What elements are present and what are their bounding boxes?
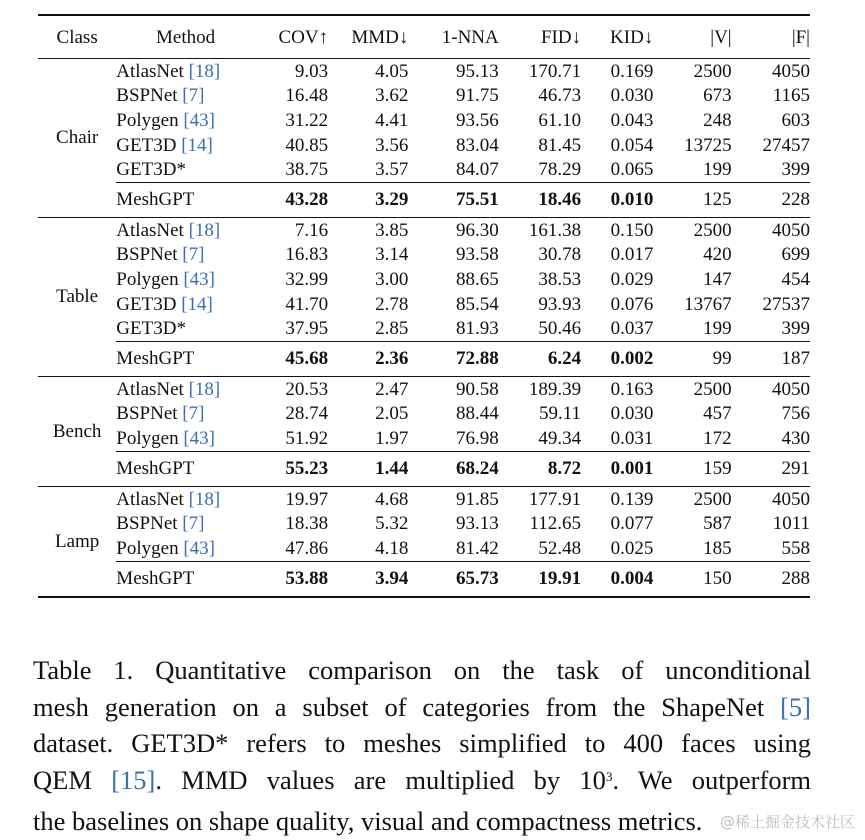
fid-value: 6.24 — [499, 341, 581, 376]
method-cell — [116, 217, 255, 242]
header-method: Method — [156, 26, 216, 48]
table-row — [38, 217, 810, 242]
kid-value: 0.150 — [610, 219, 654, 241]
fid-value: 81.45 — [538, 134, 582, 156]
fid-value: 177.91 — [528, 488, 582, 510]
vertex-count: 248 — [703, 109, 732, 131]
method-cell — [116, 536, 255, 561]
nna-value: 85.54 — [456, 293, 499, 315]
cov-value: 16.83 — [285, 244, 329, 266]
face-count: 4050 — [772, 60, 810, 82]
header-fid: FID↓ — [540, 26, 582, 48]
kid-value: 0.043 — [610, 109, 654, 131]
watermark: @稀土掘金技术社区 — [719, 813, 855, 831]
fid-value: 78.29 — [538, 159, 582, 181]
nna-value: 83.04 — [456, 134, 499, 156]
kid-value: 0.054 — [610, 134, 654, 156]
header-mmd: MMD↓ — [351, 26, 409, 48]
caption-text: . We outperform — [612, 764, 812, 795]
mmd-value: 5.32 — [375, 513, 409, 535]
mmd-value: 3.85 — [375, 219, 409, 241]
citation-link[interactable]: [43] — [183, 427, 215, 449]
fid-value: 46.73 — [538, 85, 582, 107]
cov-value: 55.23 — [255, 451, 328, 486]
citation-link[interactable]: [14] — [181, 293, 213, 315]
vertex-count: 159 — [653, 451, 731, 486]
caption-line-4 — [33, 762, 811, 804]
nna-value: 91.85 — [456, 488, 499, 510]
citation-link[interactable]: [18] — [188, 60, 221, 82]
vertex-count: 185 — [703, 537, 732, 559]
mmd-value: 1.44 — [328, 451, 408, 486]
method-name-best: MeshGPT — [116, 182, 255, 217]
face-count: 27537 — [762, 293, 810, 315]
vertex-count: 199 — [703, 318, 732, 340]
cov-value: 16.48 — [285, 85, 329, 107]
nna-value: 81.93 — [456, 318, 499, 340]
cov-value: 31.22 — [285, 109, 329, 131]
method-name: Polygen — [116, 109, 179, 131]
cov-value: 20.53 — [285, 378, 329, 400]
table-row-best — [38, 341, 810, 376]
mmd-value: 2.85 — [375, 318, 409, 340]
cov-value: 43.28 — [255, 182, 328, 217]
nna-value: 81.42 — [456, 537, 499, 559]
table-row — [38, 536, 810, 561]
nna-value: 65.73 — [408, 561, 498, 597]
face-count: 4050 — [772, 219, 810, 241]
kid-value: 0.010 — [581, 182, 653, 217]
mmd-value: 4.05 — [375, 60, 409, 82]
header-f: |F| — [791, 26, 810, 48]
nna-value: 90.58 — [456, 378, 499, 400]
method-cell — [116, 133, 255, 158]
face-count: 430 — [781, 427, 810, 449]
table-row-best — [38, 561, 810, 597]
table-row — [38, 486, 810, 511]
mmd-value: 4.68 — [375, 488, 409, 510]
method-cell — [116, 402, 255, 427]
header-cov: COV↑ — [278, 26, 329, 48]
citation-link[interactable]: [18] — [188, 488, 221, 510]
fid-value: 30.78 — [538, 244, 582, 266]
class-label-chair: Chair — [56, 127, 99, 149]
caption-text: mesh generation on a subset of categories from the ShapeNet — [33, 691, 781, 722]
method-cell — [116, 511, 255, 536]
header-class: Class — [56, 26, 98, 48]
cov-value: 47.86 — [285, 537, 329, 559]
kid-value: 0.065 — [610, 159, 654, 181]
cov-value: 19.97 — [285, 488, 329, 510]
cov-value: 37.95 — [285, 318, 329, 340]
fid-value: 18.46 — [499, 182, 581, 217]
table-row — [38, 84, 810, 109]
method-cell — [116, 243, 255, 268]
nna-value: 96.30 — [456, 219, 499, 241]
mmd-value: 2.47 — [375, 378, 409, 400]
face-count: 454 — [781, 268, 810, 290]
mmd-value: 2.36 — [328, 341, 408, 376]
table-row-best — [38, 182, 810, 217]
nna-value: 93.58 — [456, 244, 499, 266]
class-label-bench: Bench — [52, 420, 102, 442]
cov-value: 40.85 — [285, 134, 329, 156]
face-count: 27457 — [762, 134, 810, 156]
vertex-count: 2500 — [693, 60, 732, 82]
vertex-count: 13767 — [684, 293, 732, 315]
nna-value: 84.07 — [456, 159, 499, 181]
table-row — [38, 133, 810, 158]
table-row — [38, 292, 810, 317]
nna-value: 95.13 — [456, 60, 499, 82]
fid-value: 161.38 — [528, 219, 582, 241]
citation-link[interactable]: [14] — [181, 134, 213, 156]
fid-value: 189.39 — [528, 378, 582, 400]
mmd-value: 3.56 — [375, 134, 409, 156]
face-count: 1011 — [772, 513, 810, 535]
mmd-value: 3.57 — [375, 159, 409, 181]
nna-value: 75.51 — [408, 182, 498, 217]
fid-value: 112.65 — [529, 513, 582, 535]
vertex-count: 2500 — [693, 488, 732, 510]
caption-line-1: Table 1. Quantitative comparison on the task of unconditional — [33, 655, 811, 685]
table-row — [38, 402, 810, 427]
face-count: 187 — [732, 341, 810, 376]
caption-citation[interactable]: [15] — [111, 764, 156, 795]
kid-value: 0.004 — [581, 561, 653, 597]
kid-value: 0.037 — [610, 318, 654, 340]
face-count: 756 — [781, 403, 810, 425]
group-bench — [38, 376, 810, 486]
kid-value: 0.169 — [610, 60, 654, 82]
face-count: 4050 — [772, 378, 810, 400]
vertex-count: 457 — [703, 403, 732, 425]
table-header — [38, 15, 810, 59]
method-cell — [116, 157, 255, 182]
cov-value: 32.99 — [285, 268, 329, 290]
mmd-value: 4.18 — [375, 537, 409, 559]
method-name: AtlasNet — [116, 378, 184, 400]
kid-value: 0.002 — [581, 341, 653, 376]
nna-value: 88.65 — [456, 268, 499, 290]
method-cell — [116, 292, 255, 317]
mmd-value: 3.62 — [375, 85, 409, 107]
header-v: |V| — [710, 26, 732, 48]
fid-value: 59.11 — [539, 403, 582, 425]
face-count: 399 — [781, 318, 810, 340]
caption-line-5: the baselines on shape quality, visual and compactness metrics. — [33, 806, 703, 836]
results-table — [38, 14, 810, 598]
caption-line-2 — [33, 689, 811, 726]
caption-citation[interactable]: [5] — [780, 691, 811, 722]
caption-text: QEM — [33, 764, 112, 795]
method-name: GET3D* — [116, 159, 186, 181]
method-name: AtlasNet — [116, 219, 184, 241]
kid-value: 0.076 — [610, 293, 654, 315]
face-count: 558 — [781, 537, 810, 559]
method-cell — [116, 84, 255, 109]
caption-superscript: 3 — [605, 768, 613, 784]
table-row — [38, 243, 810, 268]
vertex-count: 199 — [703, 159, 732, 181]
table-row — [38, 316, 810, 341]
method-name-best: MeshGPT — [116, 561, 255, 597]
cov-value: 51.92 — [285, 427, 329, 449]
nna-value: 76.98 — [456, 427, 499, 449]
mmd-value: 3.00 — [375, 268, 409, 290]
fid-value: 38.53 — [538, 268, 582, 290]
table-row — [38, 426, 810, 451]
citation-link[interactable]: [43] — [183, 268, 215, 290]
kid-value: 0.001 — [581, 451, 653, 486]
vertex-count: 420 — [703, 244, 732, 266]
face-count: 399 — [781, 159, 810, 181]
method-name-best: MeshGPT — [116, 451, 255, 486]
method-name: Polygen — [116, 537, 179, 559]
method-name-best: MeshGPT — [116, 341, 255, 376]
kid-value: 0.025 — [610, 537, 654, 559]
kid-value: 0.031 — [610, 427, 654, 449]
face-count: 4050 — [772, 488, 810, 510]
vertex-count: 13725 — [684, 134, 732, 156]
table-row-best — [38, 451, 810, 486]
class-label-table: Table — [56, 286, 99, 308]
kid-value: 0.030 — [610, 85, 654, 107]
method-name: BSPNet — [116, 85, 178, 107]
vertex-count: 2500 — [693, 219, 732, 241]
method-cell — [116, 59, 255, 84]
cov-value: 38.75 — [285, 159, 329, 181]
fid-value: 50.46 — [538, 318, 582, 340]
header-kid: KID↓ — [610, 26, 654, 48]
vertex-count: 172 — [703, 427, 732, 449]
mmd-value: 3.94 — [328, 561, 408, 597]
nna-value: 93.56 — [456, 109, 499, 131]
citation-link[interactable]: [7] — [182, 85, 205, 107]
method-cell — [116, 426, 255, 451]
header-row — [38, 15, 810, 59]
caption-text: . MMD values are multiplied by 10 — [155, 764, 606, 795]
face-count: 228 — [732, 182, 810, 217]
method-name: AtlasNet — [116, 488, 184, 510]
cov-value: 18.38 — [285, 513, 329, 535]
cov-value: 53.88 — [255, 561, 328, 597]
header-1nna: 1-NNA — [441, 26, 499, 48]
table-row — [38, 376, 810, 401]
kid-value: 0.139 — [610, 488, 654, 510]
face-count: 603 — [781, 109, 810, 131]
method-name: Polygen — [116, 268, 179, 290]
mmd-value: 2.78 — [375, 293, 409, 315]
citation-link[interactable]: [7] — [182, 403, 205, 425]
table-caption — [33, 652, 811, 840]
citation-link[interactable]: [18] — [188, 219, 221, 241]
group-chair — [38, 59, 810, 218]
table-row — [38, 157, 810, 182]
mmd-value: 2.05 — [375, 403, 409, 425]
nna-value: 88.44 — [456, 403, 499, 425]
citation-link[interactable]: [7] — [182, 513, 205, 535]
face-count: 1165 — [772, 85, 810, 107]
fid-value: 19.91 — [499, 561, 581, 597]
method-cell — [116, 316, 255, 341]
kid-value: 0.163 — [610, 378, 654, 400]
vertex-count: 99 — [653, 341, 731, 376]
class-label-lamp: Lamp — [54, 530, 100, 552]
vertex-count: 2500 — [693, 378, 732, 400]
vertex-count: 673 — [703, 85, 732, 107]
cov-value: 41.70 — [285, 293, 329, 315]
kid-value: 0.077 — [610, 513, 654, 535]
method-cell — [116, 376, 255, 401]
kid-value: 0.029 — [610, 268, 654, 290]
vertex-count: 147 — [703, 268, 732, 290]
table-row — [38, 511, 810, 536]
table-row — [38, 267, 810, 292]
fid-value: 170.71 — [528, 60, 582, 82]
nna-value: 68.24 — [408, 451, 498, 486]
method-name: BSPNet — [116, 244, 178, 266]
mmd-value: 3.29 — [328, 182, 408, 217]
mmd-value: 1.97 — [375, 427, 409, 449]
fid-value: 8.72 — [499, 451, 581, 486]
table-row — [38, 59, 810, 84]
citation-link[interactable]: [7] — [182, 244, 205, 266]
mmd-value: 4.41 — [375, 109, 409, 131]
nna-value: 91.75 — [456, 85, 499, 107]
cov-value: 9.03 — [294, 60, 329, 82]
citation-link[interactable]: [18] — [188, 378, 221, 400]
method-cell — [116, 486, 255, 511]
group-lamp — [38, 486, 810, 596]
vertex-count: 125 — [653, 182, 731, 217]
face-count: 699 — [781, 244, 810, 266]
fid-value: 49.34 — [538, 427, 582, 449]
cov-value: 28.74 — [285, 403, 329, 425]
method-name: BSPNet — [116, 403, 178, 425]
fid-value: 93.93 — [538, 293, 582, 315]
caption-line-3: dataset. GET3D* refers to meshes simplified to 400 faces using — [33, 728, 811, 758]
method-name: GET3D — [116, 293, 177, 315]
method-cell — [116, 108, 255, 133]
method-name: GET3D — [116, 134, 177, 156]
kid-value: 0.017 — [610, 244, 654, 266]
citation-link[interactable]: [43] — [183, 109, 215, 131]
method-name: Polygen — [116, 427, 179, 449]
table-row — [38, 108, 810, 133]
method-name: GET3D* — [116, 318, 186, 340]
nna-value: 72.88 — [408, 341, 498, 376]
nna-value: 93.13 — [456, 513, 499, 535]
cov-value: 7.16 — [294, 219, 329, 241]
cov-value: 45.68 — [255, 341, 328, 376]
vertex-count: 150 — [653, 561, 731, 597]
citation-link[interactable]: [43] — [183, 537, 215, 559]
fid-value: 52.48 — [538, 537, 582, 559]
face-count: 288 — [732, 561, 810, 597]
face-count: 291 — [732, 451, 810, 486]
method-name: BSPNet — [116, 513, 178, 535]
method-name: AtlasNet — [116, 60, 184, 82]
mmd-value: 3.14 — [375, 244, 409, 266]
fid-value: 61.10 — [538, 109, 582, 131]
kid-value: 0.030 — [610, 403, 654, 425]
group-table — [38, 217, 810, 376]
method-cell — [116, 267, 255, 292]
vertex-count: 587 — [703, 513, 732, 535]
